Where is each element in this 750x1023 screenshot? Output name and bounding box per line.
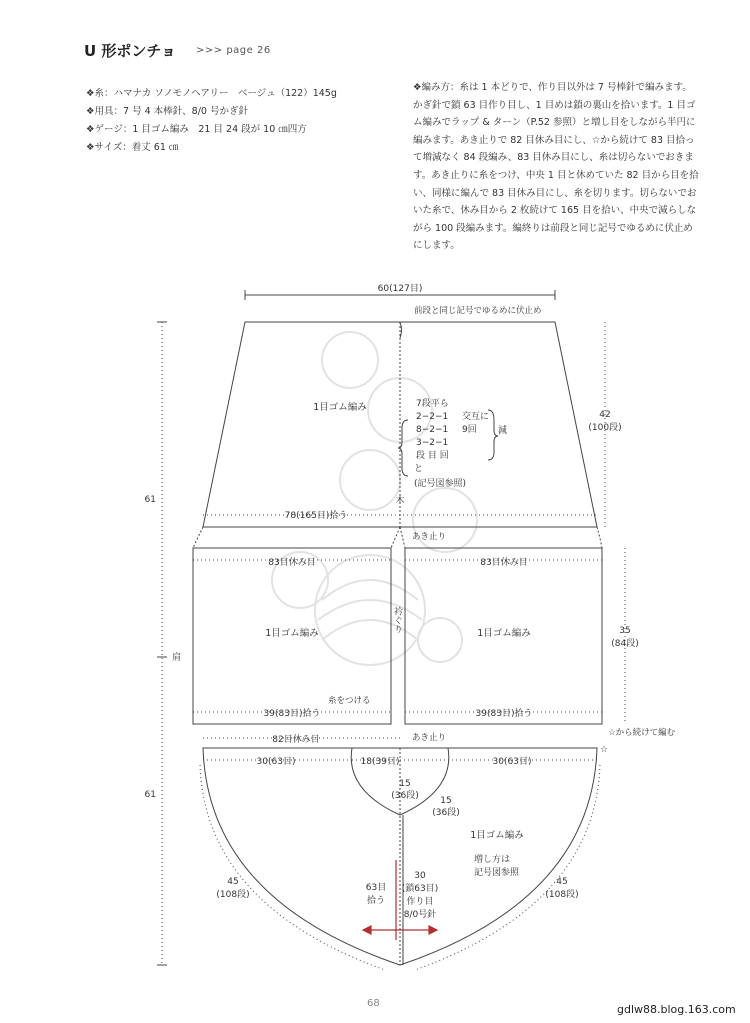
instruction-line: ム編みでラップ & ターン（P.52 参照）と増し目をしながら半円に [413,117,696,129]
pickup-165-label: 78(165目)拾う [284,511,348,521]
rest-83-right: 83目休み目 [480,558,528,568]
attach-yarn-label: 糸をつける [328,696,371,706]
opening-stop-upper: あき止り [412,532,447,542]
instruction-line: いた糸で、休み目から 2 枚続けて 165 目を拾い、中央で減らしな [413,205,697,217]
cast-make-label: 作り目 [406,897,434,907]
page-title: U 形ポンチョ [84,42,176,60]
to-label: と [414,464,424,474]
right-rib-label: 1目ゴム編み [477,628,531,639]
right-30-label: 30(63目) [492,757,532,767]
left-45-label: 45 [227,877,239,887]
total-height-upper: 61 [144,495,156,505]
decrease-line: 段 目 回 [416,451,449,461]
rows-15-b: 15 [440,796,452,806]
neckline-label: 衿ぐり [392,606,402,634]
left-108-label: (108段) [216,890,250,900]
times-label: 9回 [462,425,477,435]
pickup-83-left: 39(83目)拾う [263,709,321,719]
instruction-line: い、同様に編んで 83 目休み目にし、糸を切ります。切らないでお [413,187,697,199]
mid-height-rows: (84段) [611,639,639,649]
footer-url: gdlw88.blog.163.com [617,1003,736,1016]
watermark-logo [272,332,477,665]
cast-30-label: 30 [414,871,426,881]
instruction-line: す。あき止りに糸をつけ、中央 1 目と休めていた 82 目から目を拾 [413,169,699,181]
increase-note-2: 記号図参照 [474,868,520,878]
cast-chain-label: (鎖63目) [401,884,439,894]
pick-63-verb: 拾う [366,896,386,906]
rest-82-label: 82目休み目 [272,735,320,745]
decrease-line: 8−2−1 [416,425,449,435]
materials-gauge: ❖ゲージ：1 目ゴム編み 21 目 24 段が 10 ㎝四方 [86,124,307,135]
decrease-line: 3−2−1 [416,438,449,448]
total-height-lower: 61 [144,790,156,800]
chart-ref: (記号図参照) [414,479,467,489]
right-45-label: 45 [556,877,568,887]
mid-height-cm: 35 [619,626,631,636]
increase-note-1: 増し方は [474,855,511,865]
center-mark: 木 [395,496,405,506]
left-30-label: 30(63目) [256,757,296,767]
left-rib-label: 1目ゴム編み [265,628,319,639]
pick-63-label: 63目 [365,883,387,893]
top-height-cm: 42 [599,410,611,420]
materials-tools: ❖用具：7 号 4 本棒針、8/0 号かぎ針 [86,106,248,117]
instruction-line: がら 100 段編みます。編終りは前段と同じ記号でゆるめに伏止め [413,222,693,234]
bottom-rib-label: 1目ゴム編み [470,830,524,841]
alternate-label: 交互に [462,412,490,422]
materials-yarn: ❖糸：ハマナカ ソノモノヘアリー ベージュ（122）145g [86,88,337,99]
rows-15-a: 15 [399,779,411,789]
center-18-label: 18(39目) [360,757,400,767]
continue-star-label: ☆から続けて編む [608,728,676,738]
top-rib-label: 1目ゴム編み [313,402,367,413]
page-number: 68 [367,998,380,1009]
right-108-label: (108段) [545,890,579,900]
materials-size: ❖サイズ：着丈 61 ㎝ [86,142,179,153]
top-width-label: 60(127目) [377,284,423,294]
shoulder-label: 肩 [172,653,182,663]
star-mark: ☆ [600,745,609,755]
rows-36-a: (36段) [391,791,419,801]
page-reference: >>> page 26 [196,45,271,56]
instruction-line: て増減なく 84 段編み、83 目休み目にし、糸は切らないでおきま [413,152,694,164]
instruction-line: 編みます。あき止りで 82 目休み目にし、☆から続けて 83 目拾っ [413,134,695,146]
rows-36-b: (36段) [432,808,460,818]
instruction-line: かぎ針で鎖 63 目作り目し、1 目めは鎖の裏山を拾います。1 目ゴ [413,99,696,111]
top-height-rows: (100段) [588,423,622,433]
decrease-line: 2−2−1 [416,412,449,422]
pickup-83-right: 39(83目)拾う [475,709,533,719]
cast-hook-label: 8/0号針 [403,910,437,920]
rest-83-left: 83目休み目 [268,558,316,568]
instruction-line: ❖編み方：糸は 1 本どりで、作り目以外は 7 号棒針で編みます。 [413,82,692,93]
bind-off-note: 前段と同じ記号でゆるめに伏止め [414,306,542,316]
opening-stop-lower: あき止り [412,733,447,743]
decrease-word: 減 [498,426,508,436]
instruction-line: にします。 [413,240,460,252]
decrease-line: 7段平ら [416,399,449,409]
